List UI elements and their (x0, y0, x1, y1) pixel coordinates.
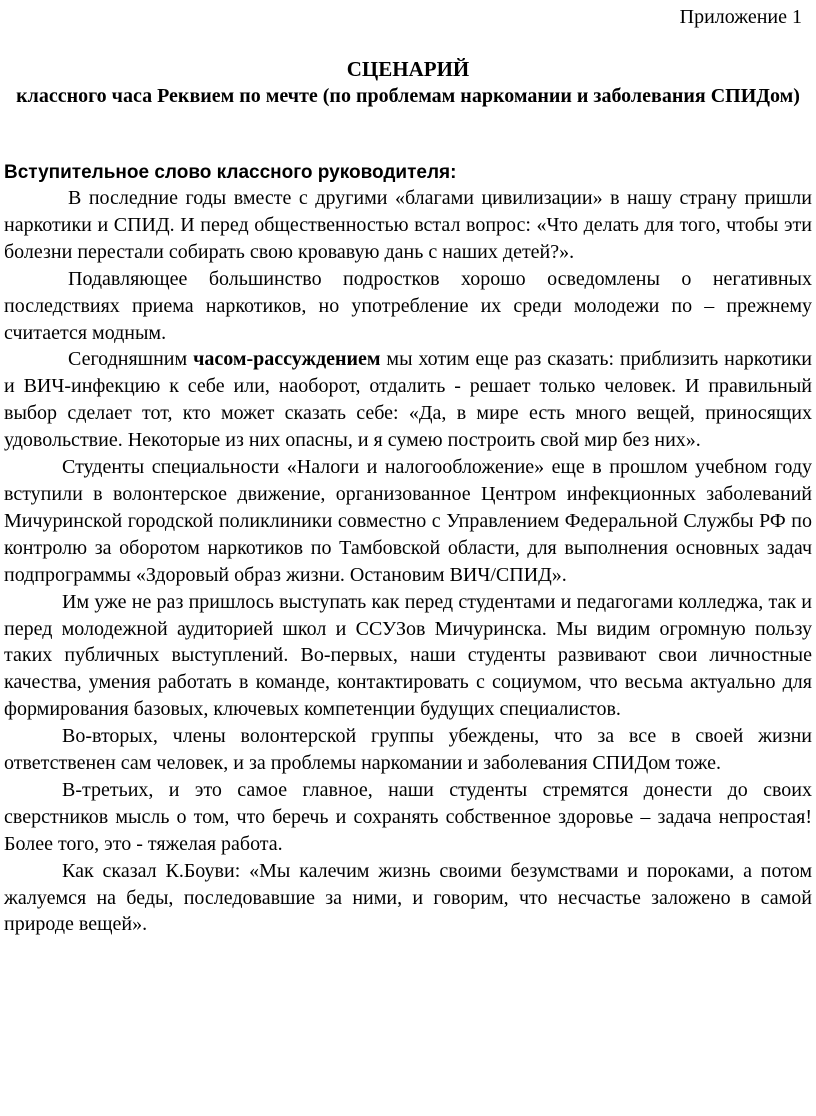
paragraph-2: Подавляющее большинство подростков хорошо осведомлены о негативных последствиях приема наркотиков, но употребление их среди молодежи по – прежнему считается модным. (4, 267, 812, 344)
paragraph-3 (4, 346, 812, 454)
paragraph-8: Как сказал К.Боуви: «Мы калечим жизнь своими безумствами и пороками, а потом жалуемся на беды, последовавшие за ними, и говорим, что несчастье заложено в самой природе вещей». (4, 859, 812, 936)
appendix-label: Приложение 1 (679, 6, 802, 28)
paragraph-3-rest: мы хотим еще раз сказать: приблизить наркотики и ВИЧ-инфекцию к себе или, наоборот, отдалить - решает только человек. И правильный выбор сделает тот, кто может сказать себе: «Да, в мире есть много вещей, приносящих удовольствие. Некоторые из них опасны, и я сумею построить свой мир без них». (4, 348, 812, 452)
paragraph-1: В последние годы вместе с другими «благами цивилизации» в нашу страну пришли наркотики и СПИД. И перед общественностью встал вопрос: «Что делать для того, чтобы эти болезни перестали собирать свою кровавую дань с наших детей?». (4, 187, 812, 263)
paragraph-3-emphasis: часом-рассуждением (193, 348, 381, 371)
document-title: СЦЕНАРИЙ (346, 57, 470, 81)
paragraph-6: Во-вторых, члены волонтерской группы убеждены, что за все в своей жизни ответственен сам человек, и за проблемы наркомании и заболевания СПИДом тоже. (4, 725, 812, 775)
document-body (4, 185, 812, 938)
paragraph-4: Студенты специальности «Налоги и налогообложение» еще в прошлом учебном году вступили в волонтерское движение, организованное Центром инфекционных заболеваний Мичуринской городской поликлиники совместно с Управлением Федеральной Службы РФ по контролю за оборотом наркотиков по Тамбовской области, для выполнения основных задач подпрограммы «Здоровый образ жизни. Остановим ВИЧ/СПИД». (4, 456, 812, 586)
document-subtitle: классного часа Реквием по мечте (по проблемам наркомании и заболевания СПИДом) (16, 85, 800, 107)
paragraph-3-lead: Сегодняшним (68, 348, 194, 371)
intro-heading: Вступительное слово классного руководителя: (4, 162, 457, 183)
paragraph-5: Им уже не раз пришлось выступать как перед студентами и педагогами колледжа, так и перед молодежной аудиторией школ и ССУЗов Мичуринска. Мы видим огромную пользу таких публичных выступлений. Во-первых, наши студенты развивают свои личностные качества, умения работать в команде, контактировать с социумом, что весьма актуально для формирования базовых, ключевых компетенции будущих специалистов. (4, 590, 812, 721)
paragraph-7: В-третьих, и это самое главное, наши студенты стремятся донести до своих сверстников мысль о том, что беречь и сохранять собственное здоровье – задача непростая! Более того, это - тяжелая работа. (4, 778, 812, 855)
